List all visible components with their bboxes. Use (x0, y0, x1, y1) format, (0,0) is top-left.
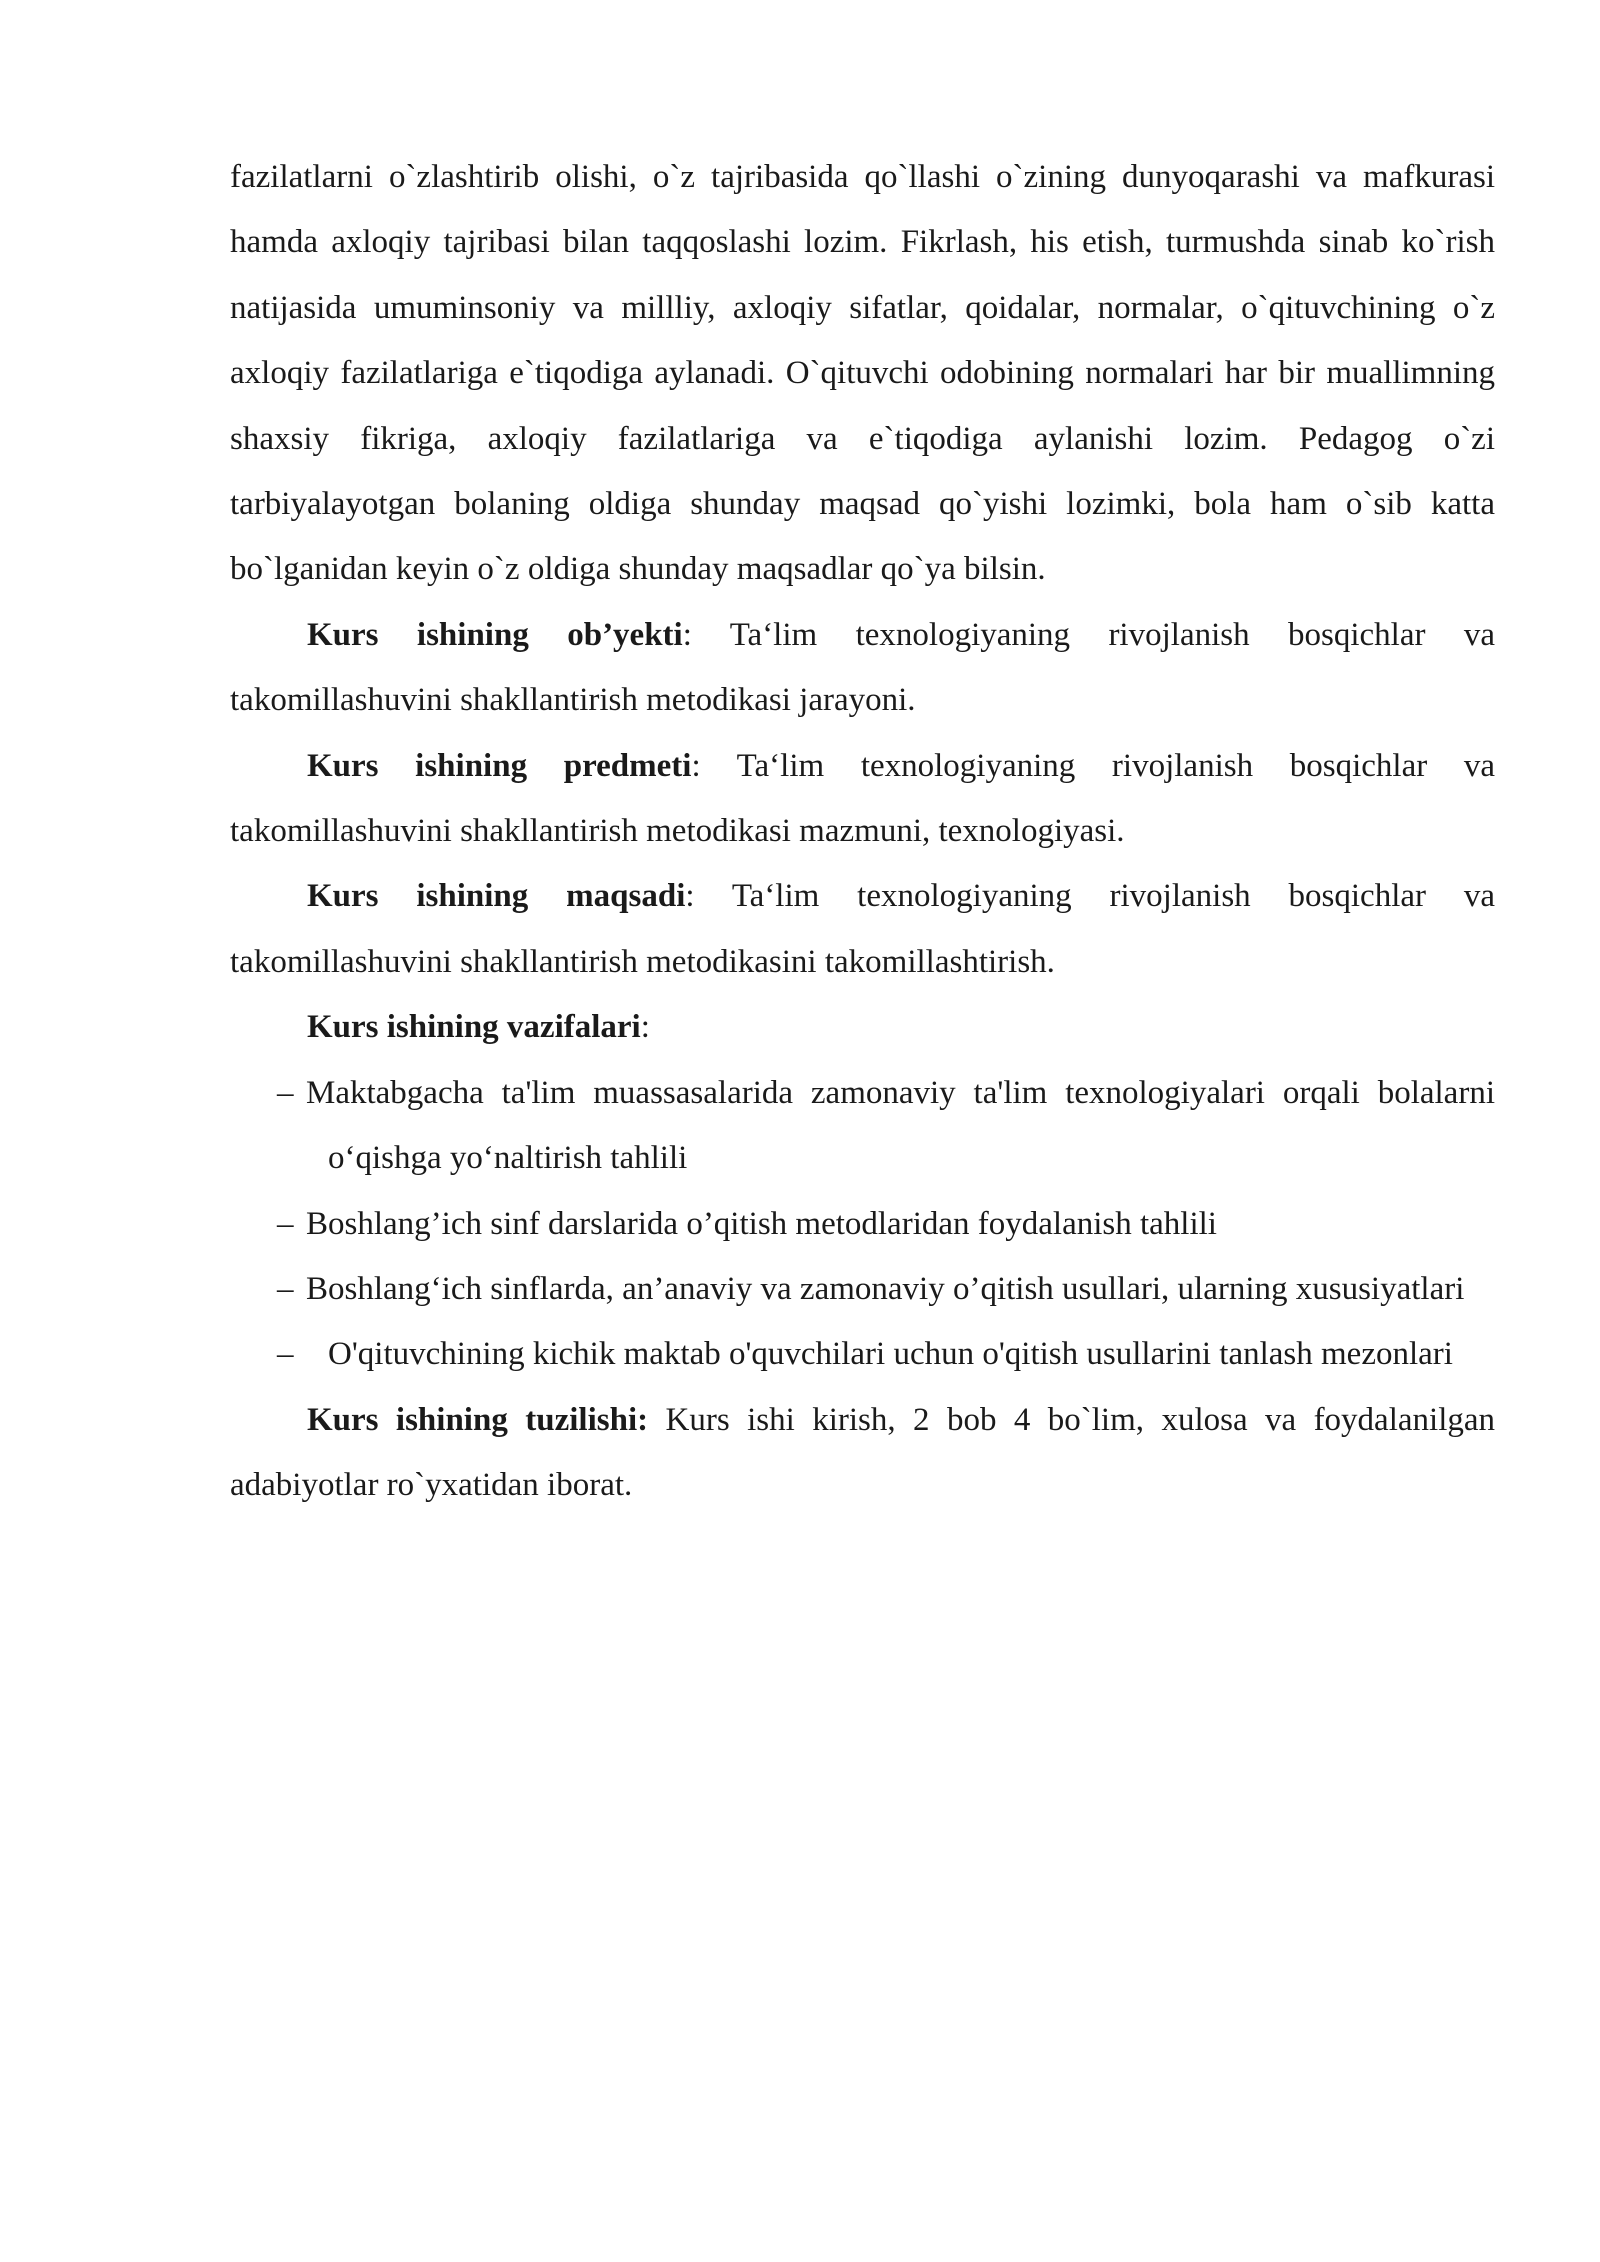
list-item-text: Boshlang‘ich sinflarda, an’anaviy va zamonaviy o’qitish usullari, ularning xususiyatlari (306, 1270, 1465, 1307)
object-paragraph (230, 603, 1495, 734)
list-dash: – (277, 1270, 294, 1307)
object-text: : Ta‘lim texnologiyaning rivojlanish bosqichlar va takomillashuvini shakllantirish metodikasi jarayoni. (230, 616, 1496, 719)
tasks-label: Kurs ishining vazifalari (307, 1009, 641, 1046)
tasks-suffix: : (640, 1009, 650, 1046)
document-page (230, 145, 1495, 1519)
list-item (230, 1061, 1495, 1192)
list-dash: – (277, 1074, 294, 1111)
list-dash: – (277, 1205, 294, 1242)
list-item-text: O'qituvchining kichik maktab o'quvchilari uchun o'qitish usullarini tanlash mezonlari (328, 1336, 1453, 1373)
list-item-text: Maktabgacha ta'lim muassasalarida zamonaviy ta'lim texnologiyalari orqali bolalarni o‘qishga yo‘naltirish tahlili (306, 1074, 1495, 1177)
tasks-list (230, 1061, 1495, 1388)
list-item (230, 1192, 1495, 1257)
goal-label: Kurs ishining maqsadi (307, 878, 686, 915)
goal-text: : Ta‘lim texnologiyaning rivojlanish bosqichlar va takomillashuvini shakllantirish metodikasini takomillashtirish. (230, 878, 1496, 980)
intro-paragraph: fazilatlarni o`zlashtirib olishi, o`z tajribasida qo`llashi o`zining dunyoqarashi va mafkurasi hamda axloqiy tajribasi bilan taqqoslashi lozim. Fikrlash, his etish, turmushda sinab ko`rish natijasida umuminsoniy va millliy, axloqiy sifatlar, qoidalar, normalar, o`qituvchining o`z axloqiy fazilatlariga e`tiqodiga aylanadi. O`qituvchi odobining normalari har bir muallimning shaxsiy fikriga, axloqiy fazilatlariga va e`tiqodiga aylanishi lozim. Pedagog o`zi tarbiyalayotgan bolaning oldiga shunday maqsad qo`yishi lozimki, bola ham o`sib katta bo`lganidan keyin o`z oldiga shunday maqsadlar qo`ya bilsin. (230, 159, 1495, 588)
object-label: Kurs ishining ob’yekti (307, 616, 683, 653)
structure-label: Kurs ishining tuzilishi: (307, 1401, 649, 1438)
subject-text: : Ta‘lim texnologiyaning rivojlanish bosqichlar va takomillashuvini shakllantirish metodikasi mazmuni, texnologiyasi. (230, 747, 1496, 850)
structure-text: Kurs ishi kirish, 2 bob 4 bo`lim, xulosa va foydalanilgan adabiyotlar ro`yxatidan iborat. (230, 1401, 1496, 1504)
subject-label: Kurs ishining predmeti (307, 747, 692, 784)
list-dash: – (277, 1336, 294, 1373)
list-item (230, 1257, 1495, 1322)
goal-paragraph (230, 864, 1495, 995)
subject-paragraph (230, 734, 1495, 865)
tasks-heading (230, 995, 1495, 1060)
structure-paragraph (230, 1388, 1495, 1519)
list-item-text: Boshlang’ich sinf darslarida o’qitish metodlaridan foydalanish tahlili (306, 1205, 1217, 1242)
list-item (230, 1322, 1495, 1387)
